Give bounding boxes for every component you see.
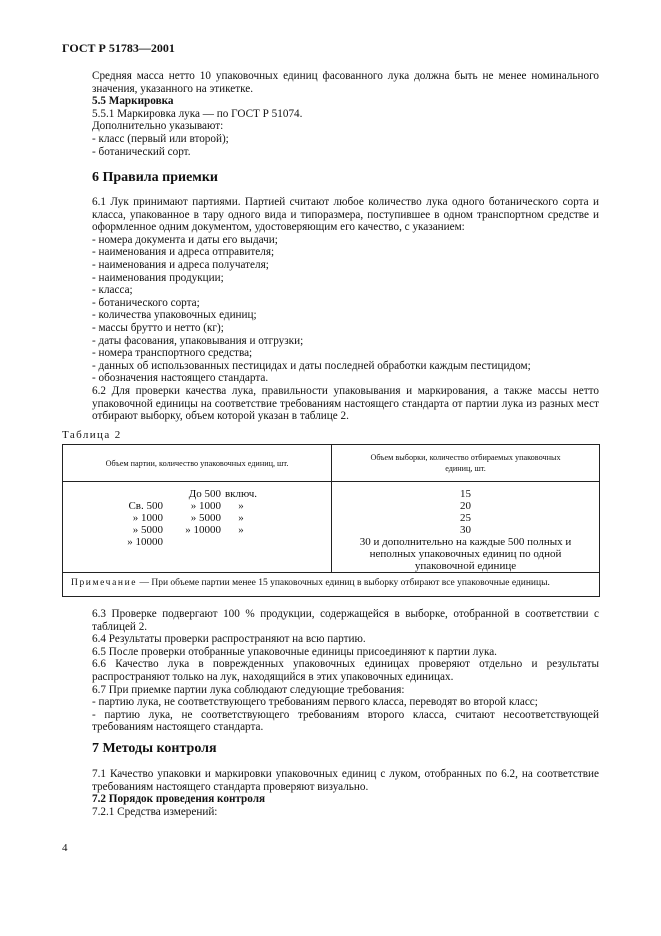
section-7-body (92, 768, 599, 818)
paragraph-5-5-1: 5.5.1 Маркировка лука — по ГОСТ Р 51074. (92, 107, 303, 120)
list-item: - данных об использованных пестицидах и даты последней обработки каждым пестицидом; (92, 359, 531, 372)
list-item: - класса; (92, 284, 133, 297)
table-row (63, 482, 600, 573)
lot-range-row: » 1000 » 5000 » (132, 512, 244, 524)
lot-requisites-list (92, 234, 599, 385)
paragraph-6-6: 6.6 Качество лука в поврежденных упаковочных единицах проверяют отдельно и результаты распространяют только на лук, находящийся в этих упаковочных единицах. (92, 658, 599, 683)
paragraph-6-7: 6.7 При приемке партии лука соблюдают следующие требования: (92, 683, 405, 696)
list-item: - количества упаковочных единиц; (92, 309, 257, 322)
list-item: - номера транспортного средства; (92, 347, 253, 360)
section-6-body (92, 196, 599, 423)
lot-range-row: » 10000 (127, 536, 163, 548)
requirement-item: - партию лука, не соответствующего требованиям второго класса, считают несоответствующей требованиям настоящего стандарта. (92, 708, 599, 734)
list-item: - наименования и адреса получателя; (92, 258, 269, 271)
sample-size-cell: 15 20 25 30 30 и дополнительно на каждые 500 полных и неполных упаковочных единиц по одной упаковочной единице (332, 482, 600, 573)
paragraph-6-4: 6.4 Результаты проверки распространяют на всю партию. (92, 633, 366, 646)
lot-range-row: Св. 500 » 1000 » (128, 500, 244, 512)
sample-size-table (62, 444, 600, 597)
page-number: 4 (62, 842, 68, 854)
section-6-title: 6 Правила приемки (92, 170, 218, 185)
list-item: - даты фасования, упаковывания и отгрузки; (92, 334, 304, 347)
paragraph-6-1: 6.1 Лук принимают партиями. Партией считают любое количество лука одного ботанического сорта и класса, упакованное в тару одного вида и типоразмера, поступившее в одном транспортном средстве и оформленное одним документом, удостоверяющим его качество, с указанием: (92, 196, 599, 234)
paragraph-7-2-1: 7.2.1 Средства измерений: (92, 805, 218, 818)
intro-block (92, 70, 599, 158)
section-7-title: 7 Методы контроля (92, 741, 217, 756)
after-table-block (92, 608, 599, 734)
list-item: - обозначения настоящего стандарта. (92, 372, 269, 385)
requirement-item: - партию лука, не соответствующего требованиям первого класса, переводят во второй класс; (92, 696, 538, 709)
table-note: Примечание — При объеме партии менее 15 упаковочных единиц в выборку отбирают все упаковочные единицы. (63, 573, 600, 597)
lot-range-row: До 500 включ. (188, 488, 258, 500)
table-header-row (63, 445, 600, 482)
subsection-title-procedure: 7.2 Порядок проведения контроля (92, 793, 266, 806)
column-header-sample-size: Объем выборки, количество отбираемых упаковочных единиц, шт. (332, 445, 600, 482)
list-item: - наименования и адреса отправителя; (92, 246, 275, 259)
list-item: - массы брутто и нетто (кг); (92, 321, 224, 334)
lot-size-cell (63, 482, 332, 573)
paragraph-6-2: 6.2 Для проверки качества лука, правильности упаковывания и маркирования, а также массы нетто упаковочной единицы на соответствие требованиям настоящего стандарта от партии лука из разных мест отбирают выборку, объем которой указан в таблице 2. (92, 384, 599, 423)
lot-range-row: » 5000 » 10000 » (132, 524, 244, 536)
paragraph-6-5: 6.5 После проверки отобранные упаковочные единицы присоединяют к партии лука. (92, 645, 497, 658)
table-caption: Таблица 2 (62, 429, 122, 441)
paragraph-mass: Средняя масса нетто 10 упаковочных единиц фасованного лука должна быть не менее номинального значения, указанного на этикетке. (92, 70, 599, 95)
subsection-title-marking: 5.5 Маркировка (92, 95, 174, 108)
table-note-row (63, 573, 600, 597)
list-item: - класс (первый или второй); (92, 132, 229, 145)
list-item: - ботанический сорт. (92, 145, 191, 158)
paragraph-6-3: 6.3 Проверке подвергают 100 % продукции, содержащейся в выборке, отобранной в соответствии с таблицей 2. (92, 608, 599, 633)
paragraph-additional: Дополнительно указывают: (92, 120, 224, 133)
column-header-lot-size: Объем партии, количество упаковочных единиц, шт. (63, 445, 332, 482)
list-item: - наименования продукции; (92, 271, 224, 284)
paragraph-7-1: 7.1 Качество упаковки и маркировки упаковочных единиц с луком, отобранных по 6.2, на соответствие требованиям настоящего стандарта проверяют визуально. (92, 768, 599, 793)
list-item: - номера документа и даты его выдачи; (92, 233, 278, 246)
page-header: ГОСТ Р 51783—2001 (62, 41, 175, 55)
list-item: - ботанического сорта; (92, 296, 200, 309)
